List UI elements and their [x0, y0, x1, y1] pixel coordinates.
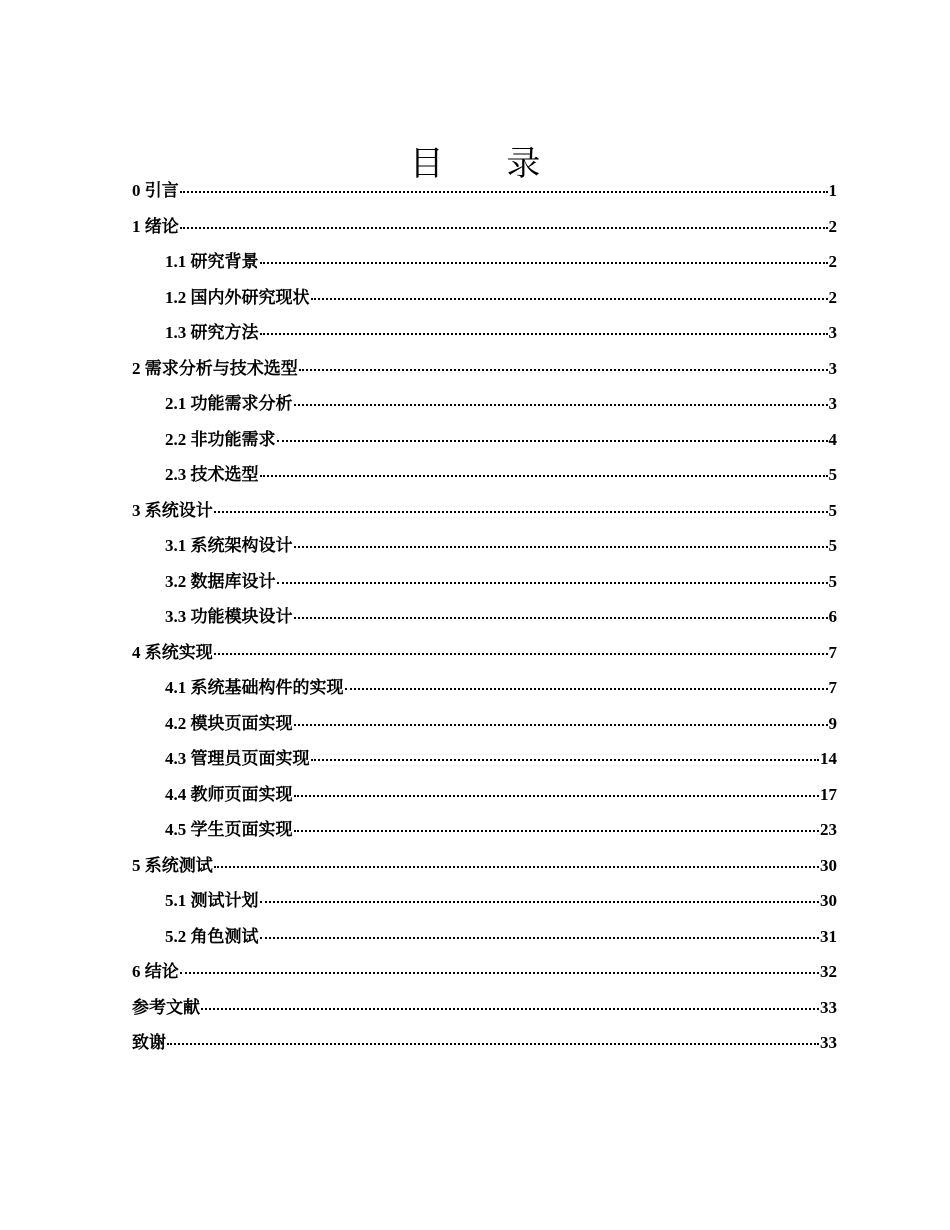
toc-entry-label: 4.4 教师页面实现	[165, 784, 293, 804]
toc-entry[interactable]	[132, 1028, 837, 1064]
toc-entry[interactable]	[132, 602, 837, 638]
toc-entry-label: 6 结论	[132, 962, 179, 981]
toc-entry-page-number: 32	[820, 962, 837, 981]
toc-entry-page-number: 5	[828, 571, 837, 591]
toc-entry-page-number: 3	[828, 323, 837, 342]
toc-entry-page-number: 31	[820, 926, 837, 946]
toc-entry[interactable]	[132, 815, 837, 851]
toc-entry-label: 1 绪论	[132, 216, 179, 236]
toc-dot-leader	[167, 1043, 819, 1045]
toc-entry-page-number: 5	[828, 500, 837, 520]
toc-dot-leader	[180, 227, 828, 229]
toc-dot-leader	[294, 795, 820, 797]
toc-dot-leader	[311, 298, 828, 300]
toc-entry-page-number: 1	[828, 181, 837, 200]
toc-entry-page-number: 30	[820, 855, 837, 875]
toc-dot-leader	[260, 333, 828, 335]
toc-entry-page-number: 5	[828, 465, 837, 484]
toc-entry-page-number: 6	[828, 607, 837, 626]
toc-entry-label: 5.2 角色测试	[165, 926, 259, 946]
toc-list	[132, 176, 837, 1064]
toc-dot-leader	[260, 475, 828, 477]
toc-entry-label: 4.1 系统基础构件的实现	[165, 678, 344, 697]
toc-entry[interactable]	[132, 957, 837, 993]
toc-entry-label: 1.2 国内外研究现状	[165, 287, 310, 307]
toc-entry-label: 5.1 测试计划	[165, 891, 259, 910]
toc-entry-page-number: 4	[828, 429, 837, 449]
toc-entry[interactable]	[132, 496, 837, 532]
toc-dot-leader	[311, 759, 820, 761]
toc-entry-page-number: 3	[828, 358, 837, 378]
toc-dot-leader	[294, 404, 828, 406]
toc-dot-leader	[214, 653, 828, 655]
toc-entry[interactable]	[132, 922, 837, 958]
toc-entry[interactable]	[132, 425, 837, 461]
toc-dot-leader	[260, 901, 820, 903]
toc-entry[interactable]	[132, 673, 837, 709]
toc-entry-page-number: 17	[820, 784, 837, 804]
toc-entry-label: 2 需求分析与技术选型	[132, 358, 298, 378]
toc-dot-leader	[294, 830, 820, 832]
toc-entry-label: 2.3 技术选型	[165, 465, 259, 484]
toc-entry-page-number: 9	[828, 713, 837, 733]
toc-entry-page-number: 7	[828, 642, 837, 662]
toc-entry-label: 1.1 研究背景	[165, 252, 259, 271]
toc-dot-leader	[201, 1008, 819, 1010]
toc-entry[interactable]	[132, 283, 837, 319]
toc-dot-leader	[294, 724, 828, 726]
toc-entry-label: 4.5 学生页面实现	[165, 820, 293, 839]
toc-entry[interactable]	[132, 886, 837, 922]
toc-entry-label: 1.3 研究方法	[165, 323, 259, 342]
toc-entry-label: 2.1 功能需求分析	[165, 394, 293, 413]
toc-dot-leader	[214, 866, 819, 868]
toc-dot-leader	[294, 546, 828, 548]
toc-dot-leader	[260, 937, 820, 939]
toc-entry[interactable]	[132, 638, 837, 674]
toc-entry-page-number: 5	[828, 536, 837, 555]
toc-entry-page-number: 23	[820, 820, 837, 839]
toc-entry[interactable]	[132, 993, 837, 1029]
toc-entry[interactable]	[132, 176, 837, 212]
toc-dot-leader	[345, 688, 828, 690]
toc-entry-label: 0 引言	[132, 181, 179, 200]
toc-entry[interactable]	[132, 744, 837, 780]
toc-entry[interactable]	[132, 247, 837, 283]
toc-entry-label: 4.2 模块页面实现	[165, 713, 293, 733]
toc-entry[interactable]	[132, 318, 837, 354]
toc-entry-label: 3.2 数据库设计	[165, 571, 276, 591]
toc-dot-leader	[214, 511, 828, 513]
toc-dot-leader	[294, 617, 828, 619]
toc-entry[interactable]	[132, 780, 837, 816]
toc-entry-label: 2.2 非功能需求	[165, 429, 276, 449]
toc-entry-label: 5 系统测试	[132, 855, 213, 875]
toc-entry[interactable]	[132, 389, 837, 425]
toc-entry-label: 4.3 管理员页面实现	[165, 749, 310, 768]
toc-entry[interactable]	[132, 531, 837, 567]
toc-entry-page-number: 7	[828, 678, 837, 697]
toc-dot-leader	[277, 582, 828, 584]
toc-entry[interactable]	[132, 709, 837, 745]
toc-entry-page-number: 30	[820, 891, 837, 910]
toc-dot-leader	[180, 191, 828, 193]
toc-entry-page-number: 2	[828, 287, 837, 307]
toc-entry-label: 致谢	[132, 1033, 166, 1052]
toc-entry[interactable]	[132, 354, 837, 390]
toc-entry-label: 3.1 系统架构设计	[165, 536, 293, 555]
toc-entry-page-number: 2	[828, 252, 837, 271]
toc-entry[interactable]	[132, 851, 837, 887]
toc-entry-page-number: 33	[820, 1033, 837, 1052]
toc-entry-label: 3.3 功能模块设计	[165, 607, 293, 626]
toc-entry-label: 4 系统实现	[132, 642, 213, 662]
toc-entry-label: 3 系统设计	[132, 500, 213, 520]
toc-entry[interactable]	[132, 567, 837, 603]
toc-title: 目 录	[409, 144, 567, 184]
toc-dot-leader	[299, 369, 828, 371]
toc-entry-page-number: 14	[820, 749, 837, 768]
toc-dot-leader	[180, 972, 819, 974]
toc-entry[interactable]	[132, 460, 837, 496]
toc-entry-page-number: 33	[820, 997, 837, 1017]
toc-dot-leader	[277, 440, 828, 442]
toc-entry-page-number: 3	[828, 394, 837, 413]
toc-dot-leader	[260, 262, 828, 264]
toc-entry-page-number: 2	[828, 216, 837, 236]
toc-entry-label: 参考文献	[132, 997, 200, 1017]
toc-entry[interactable]	[132, 212, 837, 248]
